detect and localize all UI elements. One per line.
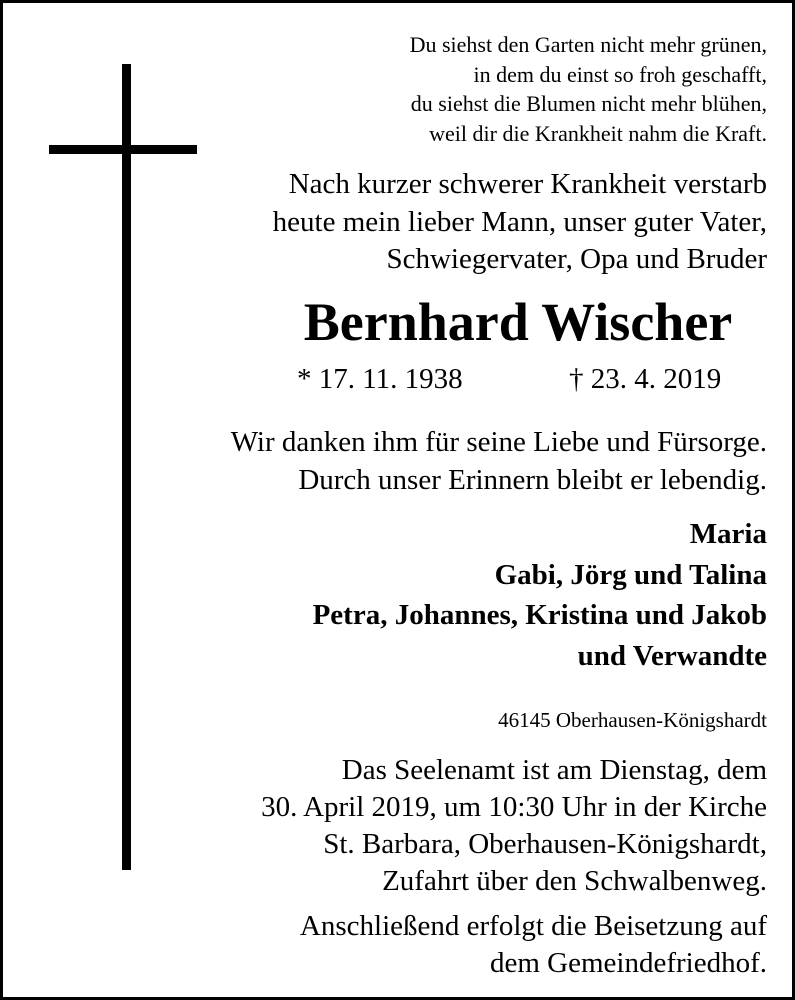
poem-line: weil dir die Krankheit nahm die Kraft. (429, 120, 767, 146)
poem-line: in dem du einst so froh geschafft, (473, 61, 767, 87)
burial-line: dem Gemeindefriedhof. (489, 947, 767, 979)
cross-horizontal-bar (49, 145, 197, 154)
mourner-line: Maria (689, 518, 767, 550)
thanks-line: Wir danken ihm für seine Liebe und Fürsorge. (230, 426, 767, 458)
family-address (498, 706, 767, 734)
thanks-line: Durch unser Erinnern bleibt er lebendig. (298, 464, 767, 496)
announcement-line: heute mein lieber Mann, unser guter Vater, (272, 205, 767, 238)
cross-vertical-bar (122, 64, 131, 870)
mourner-line: und Verwandte (577, 639, 767, 672)
service-line: Das Seelenamt ist am Dienstag, dem (341, 754, 767, 786)
thanks-message (231, 423, 767, 499)
death-announcement (273, 166, 767, 279)
deceased-name: Bernhard Wischer (303, 292, 733, 352)
service-line: St. Barbara, Oberhausen-Königshardt, (323, 828, 767, 860)
life-dates (3, 359, 795, 399)
mourner-line: Gabi, Jörg und Talina (494, 558, 767, 591)
mourners-list (313, 514, 767, 676)
death-date: † 23. 4. 2019 (569, 363, 722, 395)
memorial-poem (410, 30, 767, 148)
burial-line: Anschließend erfolgt die Beisetzung auf (299, 910, 767, 942)
poem-line: Du siehst den Garten nicht mehr grünen, (409, 32, 767, 57)
burial-info (300, 908, 767, 982)
birth-date: * 17. 11. 1938 (297, 363, 463, 395)
announcement-line: Schwiegervater, Opa und Bruder (386, 243, 767, 275)
announcement-line: Nach kurzer schwerer Krankheit verstarb (288, 168, 767, 200)
funeral-service-info (261, 752, 767, 900)
service-line: 30. April 2019, um 10:30 Uhr in der Kirche (261, 791, 767, 823)
service-line: Zufahrt über den Schwalbenweg. (382, 865, 767, 897)
poem-line: du siehst die Blumen nicht mehr blühen, (410, 91, 767, 116)
mourner-line: Petra, Johannes, Kristina und Jakob (312, 599, 767, 631)
address-line: 46145 Oberhausen-Königshardt (498, 708, 767, 732)
